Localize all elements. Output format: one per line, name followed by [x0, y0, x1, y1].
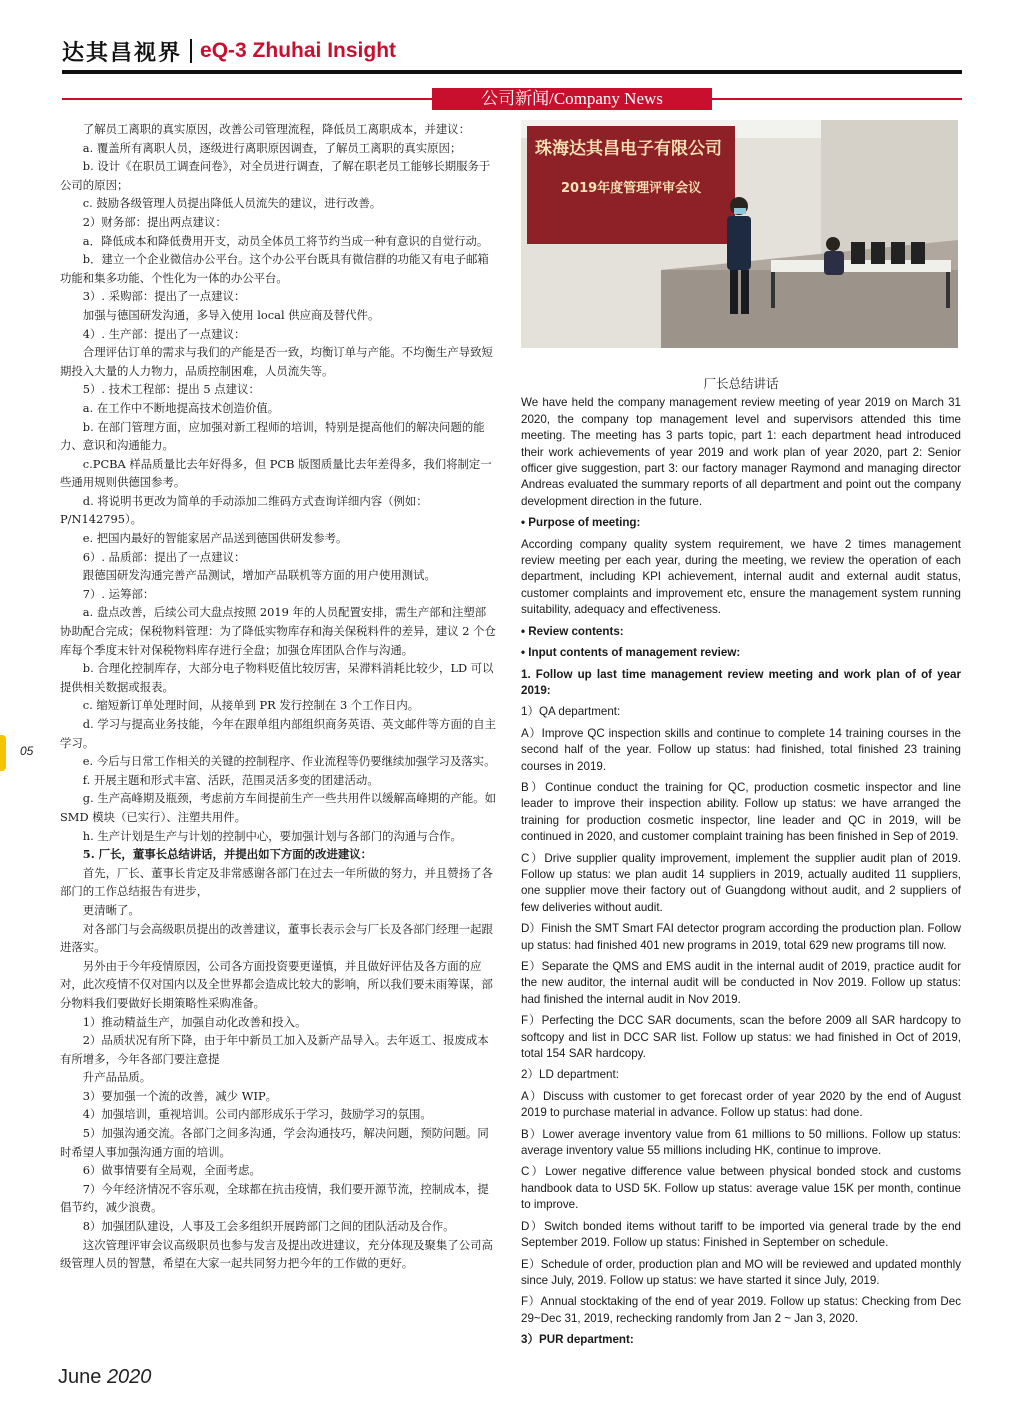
para: According company quality system requirement, we have 2 times management review meeting per each year, during the meeting, we review the operation of each department, including KPI achievement, internal audit and external audit status, customer complaints and improvement etc, ensure the management system running suitability, adequacy and effectiveness. — [521, 537, 961, 617]
para: We have held the company management review meeting of year 2019 on March 31 2020, the company top management level and supervisors attended this time meeting. The meeting has 3 parts topic, part 1: each department head introduced their work achievements of year 2019 and work plan of year 2020, part 2: Senior officer give suggestion, part 3: our factory manager Raymond and managing director Andreas evaluated the summary reports of all department and point out the company development direction in the future. — [521, 396, 961, 508]
para: 加强与德国研发沟通，多导入使用 local 供应商及替代件。 — [82, 307, 380, 322]
para: A）Improve QC inspection skills and continue to complete 14 training courses in the second half of the year. Follow up status: had finished, total finished 23 training courses in 2019. — [521, 726, 961, 773]
meeting-photo-illustration — [521, 120, 958, 348]
para: 7）. 运筹部： — [82, 586, 155, 601]
para: 7）今年经济情况不容乐观，全球都在抗击疫情，我们要开源节流，控制成本，提倡节约，减少浪费。 — [60, 1181, 489, 1215]
header-rule — [62, 70, 962, 74]
para: 2）品质状况有所下降，由于年中新员工加入及新产品导入。去年返工、报废成本有所增多，今年各部门要注意提 — [60, 1033, 489, 1066]
para: b．建立一个企业微信办公平台。这个办公平台既具有微信群的功能又有电子邮箱功能和集多功能、个性化为一体的办公平台。 — [60, 252, 489, 285]
para: c. 鼓励各级管理人员提出降低人员流失的建议，进行改善。 — [82, 196, 382, 211]
para: 更清晰了。 — [82, 902, 140, 917]
section-title: 公司新闻/Company News — [432, 88, 712, 110]
footer-date — [58, 1366, 151, 1389]
para: 2）财务部：提出两点建议： — [82, 214, 227, 229]
para: 5）. 技术工程部：提出 5 点建议： — [82, 382, 260, 397]
para: g. 生产高峰期及瓶颈，考虑前方车间提前生产一些共用件以缓解高峰期的产能。如 SMD 模块（已实行）、注塑共用件。 — [60, 791, 497, 824]
para: c.PCBA 样品质量比去年好得多，但 PCB 版图质量比去年差得多，我们将制定一些通用规则供德国参考。 — [60, 456, 492, 490]
para: 3）要加强一个流的改善，减少 WIP。 — [82, 1088, 278, 1103]
para: a. 盘点改善，后续公司大盘点按照 2019 年的人员配置安排，需生产部和注塑部协助配合完成；保税物料管理：为了降低实物库存和海关保税料件的差异，建议 2 个仓库每个季度末针对保税物料库存进行全盘；加强仓库团队合作与沟通。 — [60, 605, 496, 657]
para: b. 合理化控制库存，大部分电子物料贬值比较厉害，呆滞料消耗比较少，LD 可以提供相关数据或报表。 — [60, 661, 494, 694]
para: F）Perfecting the DCC SAR documents, scan the before 2009 all SAR hardcopy to softcopy and list in DCC SAR list. Follow up status: we had finished in Oct of 2019, total 154 SAR hardcopy. — [521, 1014, 961, 1061]
section-banner — [62, 88, 962, 110]
para: 了解员工离职的真实原因，改善公司管理流程，降低员工离职成本，并建议： — [82, 122, 471, 136]
photo-caption: 厂长总结讲话 — [703, 376, 779, 391]
para: a. 覆盖所有离职人员，逐级进行离职原因调查，了解员工离职的真实原因； — [82, 140, 462, 155]
para: E）Schedule of order, production plan and MO will be reviewed and updated monthly since July, 2019. Follow up status: we have started it since July, 2019. — [521, 1257, 961, 1287]
para: 升产品品质。 — [82, 1070, 152, 1085]
heading: • Review contents: — [521, 624, 624, 638]
para: b. 在部门管理方面，应加强对新工程师的培训，特别是提高他们的解决问题的能力、意识和沟通能力。 — [60, 419, 485, 453]
para: 这次管理评审会议高级职员也参与发言及提出改进建议，充分体现及聚集了公司高级管理人员的智慧，希望在大家一起共同努力把今年的工作做的更好。 — [60, 1237, 493, 1271]
heading: 1. Follow up last time management review meeting and work plan of of year 2019: — [521, 667, 961, 697]
para: 3）. 采购部：提出了一点建议： — [82, 289, 246, 304]
para: C）Drive supplier quality improvement, implement the supplier audit plan of 2019. Follow up status: we plan audit 14 suppliers in 2019, actually audited 11 suppliers, one supplier move their factory out of Guangdong without audit, and 2 suppliers of few deliveries without audit. — [521, 851, 961, 914]
para: d. 将说明书更改为简单的手动添加二维码方式查询详细内容（例如：P/N142795）。 — [60, 493, 428, 527]
page-tab — [0, 735, 6, 771]
masthead — [62, 34, 396, 68]
para: 另外由于今年疫情原因，公司各方面投资要更谨慎，并且做好评估及各方面的应对，此次疫情不仅对国内以及全世界都会造成比较大的影响，所以我们要未雨筹谋，部分物料我们要做好长期策略性采购准备。 — [60, 958, 493, 1010]
footer-year: 2020 — [106, 1366, 152, 1388]
para: e. 今后与日常工作相关的关键的控制程序、作业流程等仍要继续加强学习及落实。 — [82, 754, 496, 769]
masthead-divider — [190, 39, 192, 63]
para: 2）LD department: — [521, 1068, 619, 1082]
para: 1）推动精益生产，加强自动化改善和投入。 — [82, 1014, 307, 1029]
heading: • Purpose of meeting: — [521, 516, 641, 530]
para: 合理评估订单的需求与我们的产能是否一致，均衡订单与产能。不均衡生产导致短期投入大量的人力物力，品质控制困难，人员流失等。 — [60, 345, 493, 378]
heading: • Input contents of management review: — [521, 646, 741, 660]
para: 4）. 生产部：提出了一点建议： — [82, 326, 246, 341]
right-column — [521, 376, 961, 1354]
heading: 3）PUR department: — [521, 1333, 634, 1347]
para: 5. 厂长，董事长总结讲话，并提出如下方面的改进建议： — [82, 847, 373, 862]
para: E）Separate the QMS and EMS audit in the internal audit of 2019, practice audit for the new auditor, the internal audit will be conducted in Nov 2019. Follow up status: had finished the internal audit in Nov 2019. — [521, 960, 961, 1006]
para: F）Annual stocktaking of the end of year 2019. Follow up status: Checking from Dec 29~Dec 31, 2019, rechecking randomly from Jan 2 ~ Jan 3, 2020. — [521, 1295, 961, 1325]
para: 5）加强沟通交流。各部门之间多沟通，学会沟通技巧，解决问题，预防问题。同时希望人事加强沟通方面的培训。 — [60, 1126, 489, 1159]
para: 1）QA department: — [521, 705, 621, 719]
para: B）Lower average inventory value from 61 millions to 50 millions. Follow up status: average inventory value 55 millions including HK, continue to improve. — [521, 1127, 961, 1158]
para: h. 生产计划是生产与计划的控制中心，要加强计划与各部门的沟通与合作。 — [82, 828, 462, 843]
para: D）Switch bonded items without tariff to be imported via general trade by the end September 2019. Follow up status: Finished in September on schedule. — [521, 1219, 961, 1250]
screen-text-2: 2019年度管理评审会议 — [561, 181, 702, 196]
para: a．降低成本和降低费用开支，动员全体员工将节约当成一种有意识的自觉行动。 — [82, 233, 489, 248]
screen-text-1: 珠海达其昌电子有限公司 — [535, 139, 722, 159]
para: 8）加强团队建设，人事及工会多组织开展跨部门之间的团队活动及合作。 — [82, 1219, 455, 1234]
para: B）Continue conduct the training for QC, production cosmetic inspector and line leader to improve their inspection ability. Follow up status: we have arranged the training for production cosmetic inspector, line leader and QC in 2019, will be continued in 2020, and customer complaint training has been finished in Sep of 2019. — [521, 780, 961, 844]
left-column — [60, 120, 496, 1273]
para: 对各部门与会高级职员提出的改善建议，董事长表示会与厂长及各部门经理一起跟进落实。 — [60, 921, 493, 955]
para: b. 设计《在职员工调查问卷》，对全员进行调查，了解在职老员工能够长期服务于公司的原因； — [60, 159, 491, 192]
footer-month: June — [58, 1366, 102, 1388]
page-number: 05 — [20, 744, 34, 758]
para: A）Discuss with customer to get forecast order of year 2020 by the end of August 2019 to purchase material in advance. Follow up status: had done. — [521, 1089, 961, 1120]
meeting-photo — [521, 120, 958, 348]
para: D）Finish the SMT Smart FAI detector program according the production plan. Follow up status: had finished 401 new programs in 2019, total 629 new programs till now. — [521, 922, 961, 952]
para: 首先，厂长、董事长肯定及非常感谢各部门在过去一年所做的努力，并且赞扬了各部门的工作总结报告有进步， — [60, 865, 493, 899]
para: f. 开展主题和形式丰富、活跃，范围灵活多变的团建活动。 — [82, 772, 379, 787]
para: 跟德国研发沟通完善产品测试，增加产品联机等方面的用户使用测试。 — [82, 568, 436, 583]
para: 6）. 品质部：提出了一点建议： — [82, 549, 246, 564]
para: 4）加强培训，重视培训。公司内部形成乐于学习，鼓励学习的氛围。 — [82, 1107, 432, 1122]
para: C）Lower negative difference value between physical bonded stock and customs handbook data to USD 5K. Follow up status: average value 15K per month, continue to improve. — [521, 1165, 961, 1212]
para: a. 在工作中不断地提高技术创造价值。 — [82, 400, 280, 415]
para: c. 缩短新订单处理时间，从接单到 PR 发行控制在 3 个工作日内。 — [82, 698, 420, 713]
masthead-en-title: eQ-3 Zhuhai Insight — [200, 39, 397, 62]
para: e. 把国内最好的智能家居产品送到德国供研发参考。 — [82, 531, 348, 546]
para: d. 学习与提高业务技能，今年在跟单组内部组织商务英语、英文邮件等方面的自主学习。 — [60, 717, 497, 750]
para: 6）做事情要有全局观，全面考虑。 — [82, 1163, 261, 1178]
masthead-cn-title: 达其昌视界 — [62, 39, 183, 66]
